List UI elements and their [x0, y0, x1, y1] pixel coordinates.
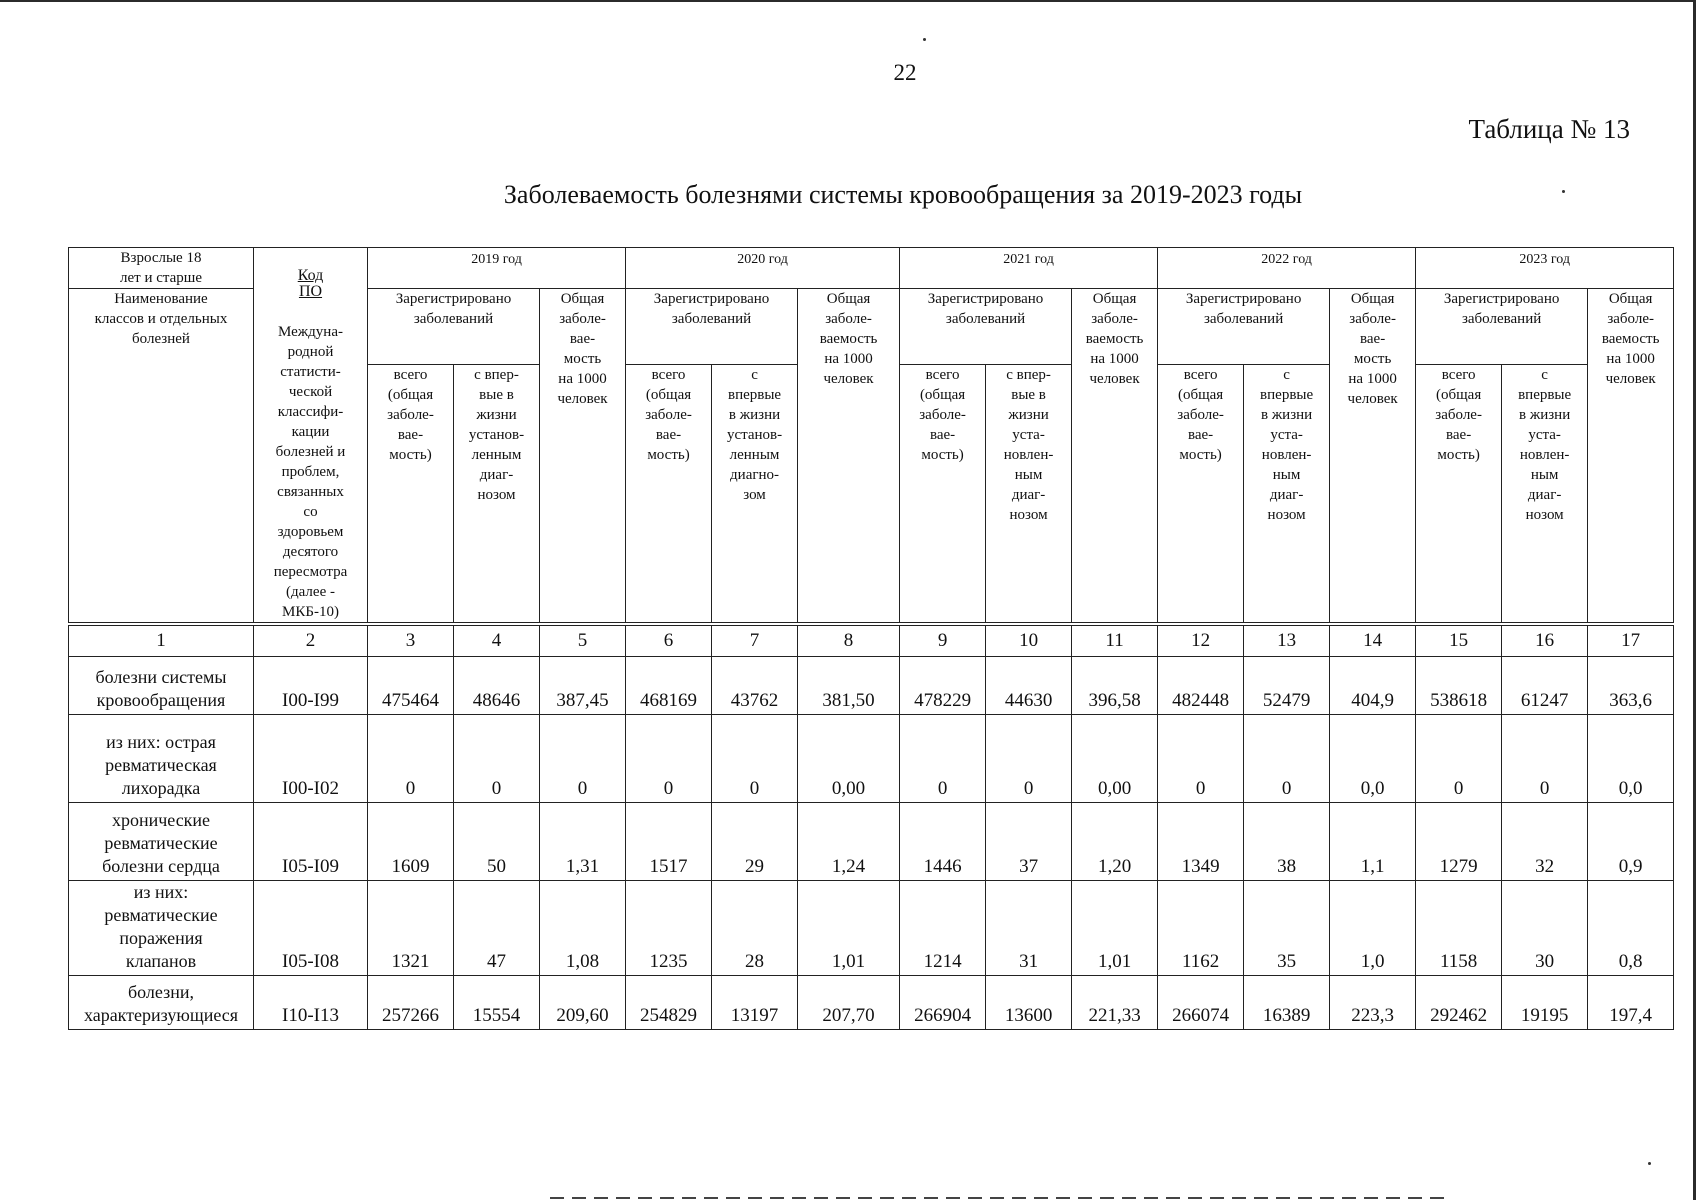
rate-header-2019: Общая заболе- вае- мость на 1000 человек: [540, 289, 626, 625]
icd-code-abbr: Код ПО: [297, 267, 324, 300]
rate-header-2021: Общая заболе- ваемость на 1000 человек: [1072, 289, 1158, 625]
year-2022-header: 2022 год: [1158, 248, 1416, 289]
value-cell: 37: [986, 803, 1072, 881]
value-cell: 0,0: [1330, 715, 1416, 803]
registered-header-2019: Зарегистрировано заболеваний: [368, 289, 540, 365]
value-cell: 387,45: [540, 657, 626, 715]
total-header-2020: всего (общая заболе- вае- мость): [626, 364, 712, 624]
column-number: 2: [254, 624, 368, 657]
page-bottom-rule: [550, 1197, 1450, 1199]
value-cell: 1162: [1158, 881, 1244, 976]
value-cell: 47: [454, 881, 540, 976]
column-number: 5: [540, 624, 626, 657]
value-cell: 15554: [454, 976, 540, 1030]
value-cell: 1,01: [1072, 881, 1158, 976]
value-cell: 44630: [986, 657, 1072, 715]
value-cell: 28: [712, 881, 798, 976]
column-number: 4: [454, 624, 540, 657]
year-2019-header: 2019 год: [368, 248, 626, 289]
page-number: 22: [893, 60, 917, 85]
first-diagnosis-header-2019: с впер- вые в жизни установ- ленным диаг- нозом: [454, 364, 540, 624]
value-cell: 0: [900, 715, 986, 803]
total-header-2019: всего (общая заболе- вае- мость): [368, 364, 454, 624]
rate-header-2023: Общая заболе- ваемость на 1000 человек: [1588, 289, 1674, 625]
icd-code-cell: I00-I99: [254, 657, 368, 715]
column-number: 6: [626, 624, 712, 657]
value-cell: 31: [986, 881, 1072, 976]
value-cell: 0,8: [1588, 881, 1674, 976]
value-cell: 30: [1502, 881, 1588, 976]
value-cell: 266904: [900, 976, 986, 1030]
column-number: 3: [368, 624, 454, 657]
value-cell: 48646: [454, 657, 540, 715]
value-cell: 52479: [1244, 657, 1330, 715]
value-cell: 468169: [626, 657, 712, 715]
value-cell: 209,60: [540, 976, 626, 1030]
column-number: 12: [1158, 624, 1244, 657]
morbidity-table: [68, 247, 1674, 1030]
registered-header-2023: Зарегистрировано заболеваний: [1416, 289, 1588, 365]
table-row: [69, 803, 1674, 881]
value-cell: 1,01: [798, 881, 900, 976]
scan-speck: [923, 38, 926, 41]
column-number: 13: [1244, 624, 1330, 657]
age-group-header: Взрослые 18 лет и старше: [69, 248, 254, 289]
registered-header-2021: Зарегистрировано заболеваний: [900, 289, 1072, 365]
value-cell: 292462: [1416, 976, 1502, 1030]
column-number: 1: [69, 624, 254, 657]
value-cell: 0,9: [1588, 803, 1674, 881]
value-cell: 223,3: [1330, 976, 1416, 1030]
scan-speck: [1562, 190, 1565, 193]
value-cell: 0,0: [1588, 715, 1674, 803]
table-row: [69, 976, 1674, 1030]
value-cell: 1235: [626, 881, 712, 976]
disease-name-cell: хронические ревматические болезни сердца: [69, 803, 254, 881]
column-number: 7: [712, 624, 798, 657]
value-cell: 538618: [1416, 657, 1502, 715]
column-number: 17: [1588, 624, 1674, 657]
icd-code-cell: I05-I08: [254, 881, 368, 976]
value-cell: 1321: [368, 881, 454, 976]
value-cell: 35: [1244, 881, 1330, 976]
value-cell: 0,00: [798, 715, 900, 803]
value-cell: 1,1: [1330, 803, 1416, 881]
rate-header-2020: Общая заболе- ваемость на 1000 человек: [798, 289, 900, 625]
table-row: [69, 881, 1674, 976]
first-diagnosis-header-2022: с впервые в жизни уста- новлен- ным диаг- нозом: [1244, 364, 1330, 624]
value-cell: 221,33: [1072, 976, 1158, 1030]
value-cell: 50: [454, 803, 540, 881]
icd-code-header: [254, 248, 368, 625]
column-number: 8: [798, 624, 900, 657]
value-cell: 381,50: [798, 657, 900, 715]
column-number: 14: [1330, 624, 1416, 657]
first-diagnosis-header-2023: с впервые в жизни уста- новлен- ным диаг- нозом: [1502, 364, 1588, 624]
value-cell: 1609: [368, 803, 454, 881]
value-cell: 0: [1244, 715, 1330, 803]
column-number: 11: [1072, 624, 1158, 657]
value-cell: 0: [454, 715, 540, 803]
disease-name-header: Наименование классов и отдельных болезней: [69, 289, 254, 625]
value-cell: 1279: [1416, 803, 1502, 881]
value-cell: 475464: [368, 657, 454, 715]
value-cell: 43762: [712, 657, 798, 715]
column-number-row: [69, 624, 1674, 657]
value-cell: 19195: [1502, 976, 1588, 1030]
header-row-years: [69, 248, 1674, 289]
value-cell: 32: [1502, 803, 1588, 881]
value-cell: 266074: [1158, 976, 1244, 1030]
value-cell: 1214: [900, 881, 986, 976]
value-cell: 0: [712, 715, 798, 803]
rate-header-2022: Общая заболе- вае- мость на 1000 человек: [1330, 289, 1416, 625]
value-cell: 207,70: [798, 976, 900, 1030]
icd-code-cell: I00-I02: [254, 715, 368, 803]
value-cell: 1446: [900, 803, 986, 881]
value-cell: 1349: [1158, 803, 1244, 881]
value-cell: 29: [712, 803, 798, 881]
value-cell: 197,4: [1588, 976, 1674, 1030]
icd-code-description: Междуна- родной статисти- ческой классифи- кации болезней и проблем, связанных со здоровьем десятого пересмотра (далее - МКБ-10): [273, 324, 348, 620]
icd-code-cell: I10-I13: [254, 976, 368, 1030]
value-cell: 16389: [1244, 976, 1330, 1030]
value-cell: 257266: [368, 976, 454, 1030]
table-title: Заболеваемость болезнями системы кровообращения за 2019-2023 годы: [503, 180, 1303, 209]
value-cell: 38: [1244, 803, 1330, 881]
value-cell: 1,24: [798, 803, 900, 881]
value-cell: 1517: [626, 803, 712, 881]
table-row: [69, 657, 1674, 715]
value-cell: 0: [540, 715, 626, 803]
total-header-2023: всего (общая заболе- вае- мость): [1416, 364, 1502, 624]
value-cell: 1,0: [1330, 881, 1416, 976]
value-cell: 0: [1416, 715, 1502, 803]
value-cell: 0: [368, 715, 454, 803]
value-cell: 363,6: [1588, 657, 1674, 715]
value-cell: 61247: [1502, 657, 1588, 715]
value-cell: 482448: [1158, 657, 1244, 715]
total-header-2021: всего (общая заболе- вае- мость): [900, 364, 986, 624]
value-cell: 0: [626, 715, 712, 803]
column-number: 9: [900, 624, 986, 657]
value-cell: 404,9: [1330, 657, 1416, 715]
year-2020-header: 2020 год: [626, 248, 900, 289]
column-number: 10: [986, 624, 1072, 657]
value-cell: 396,58: [1072, 657, 1158, 715]
first-diagnosis-header-2021: с впер- вые в жизни уста- новлен- ным диаг- нозом: [986, 364, 1072, 624]
value-cell: 254829: [626, 976, 712, 1030]
first-diagnosis-header-2020: с впервые в жизни установ- ленным диагно- зом: [712, 364, 798, 624]
value-cell: 13197: [712, 976, 798, 1030]
table-number: Таблица № 13: [1468, 114, 1630, 144]
page-border-top: [0, 0, 1696, 2]
disease-name-cell: из них: ревматические поражения клапанов: [69, 881, 254, 976]
disease-name-cell: болезни, характеризующиеся: [69, 976, 254, 1030]
value-cell: 0: [986, 715, 1072, 803]
column-number: 16: [1502, 624, 1588, 657]
value-cell: 1158: [1416, 881, 1502, 976]
disease-name-cell: болезни системы кровообращения: [69, 657, 254, 715]
value-cell: 0: [1502, 715, 1588, 803]
value-cell: 1,20: [1072, 803, 1158, 881]
disease-name-cell: из них: острая ревматическая лихорадка: [69, 715, 254, 803]
registered-header-2020: Зарегистрировано заболеваний: [626, 289, 798, 365]
year-2021-header: 2021 год: [900, 248, 1158, 289]
icd-code-cell: I05-I09: [254, 803, 368, 881]
value-cell: 1,08: [540, 881, 626, 976]
value-cell: 478229: [900, 657, 986, 715]
year-2023-header: 2023 год: [1416, 248, 1674, 289]
value-cell: 0: [1158, 715, 1244, 803]
value-cell: 13600: [986, 976, 1072, 1030]
column-number: 15: [1416, 624, 1502, 657]
value-cell: 1,31: [540, 803, 626, 881]
value-cell: 0,00: [1072, 715, 1158, 803]
scan-speck: [1648, 1162, 1651, 1165]
registered-header-2022: Зарегистрировано заболеваний: [1158, 289, 1330, 365]
table-row: [69, 715, 1674, 803]
total-header-2022: всего (общая заболе- вае- мость): [1158, 364, 1244, 624]
